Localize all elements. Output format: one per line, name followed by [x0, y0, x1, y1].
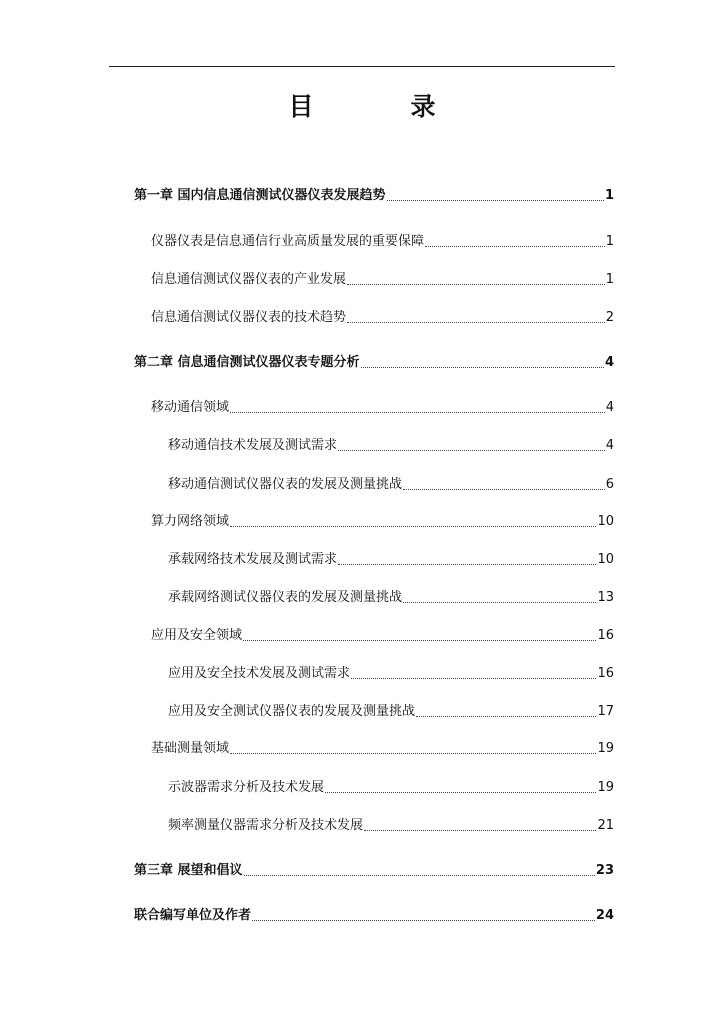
- toc-page-number: 13: [597, 590, 614, 605]
- page-title: 目 录: [288, 92, 472, 121]
- dot-leader: [230, 526, 596, 527]
- toc-entry-text: 移动通信技术发展及测试需求: [168, 438, 338, 453]
- toc-entry[interactable]: [134, 187, 614, 205]
- toc-page-number: 1: [604, 188, 614, 203]
- toc-page-number: 6: [605, 477, 614, 492]
- toc-page-number: 2: [605, 310, 614, 325]
- toc-page-number: 19: [597, 741, 614, 756]
- toc-entry-text: 应用及安全技术发展及测试需求: [168, 666, 351, 681]
- toc-entry-text: 承载网络测试仪器仪表的发展及测量挑战: [168, 590, 403, 605]
- toc-entry-text: 应用及安全领域: [151, 628, 243, 643]
- toc-entry[interactable]: [151, 271, 614, 289]
- toc-entry[interactable]: [168, 703, 614, 721]
- dot-leader: [325, 792, 596, 793]
- toc-page-number: 1: [605, 234, 614, 249]
- toc-page-number: 4: [605, 400, 614, 415]
- toc-entry[interactable]: [168, 551, 614, 569]
- dot-leader: [252, 920, 595, 921]
- toc-entry[interactable]: [168, 665, 614, 683]
- dot-leader: [361, 367, 604, 368]
- dot-leader: [338, 564, 596, 565]
- toc-entry[interactable]: [151, 309, 614, 327]
- dot-leader: [351, 678, 596, 679]
- toc-page-number: 19: [597, 780, 614, 795]
- toc-entry-text: 第二章 信息通信测试仪器仪表专题分析: [134, 355, 360, 370]
- toc-page-number: 17: [597, 704, 614, 719]
- toc-entry[interactable]: [168, 589, 614, 607]
- dot-leader: [425, 246, 605, 247]
- toc-entry[interactable]: [168, 476, 614, 494]
- toc-page-number: 10: [597, 552, 614, 567]
- dot-leader: [403, 489, 605, 490]
- toc-page-number: 21: [597, 818, 614, 833]
- toc-entry-text: 信息通信测试仪器仪表的技术趋势: [151, 310, 347, 325]
- toc-entry[interactable]: [151, 627, 614, 645]
- dot-leader: [338, 450, 605, 451]
- toc-entry[interactable]: [134, 354, 614, 372]
- toc-entry-text: 示波器需求分析及技术发展: [168, 780, 325, 795]
- toc-entry-text: 基础测量领域: [151, 741, 230, 756]
- toc-entry[interactable]: [151, 399, 614, 417]
- toc-entry-text: 联合编写单位及作者: [134, 908, 252, 923]
- toc-entry[interactable]: [134, 907, 614, 925]
- dot-leader: [403, 602, 596, 603]
- toc-entry[interactable]: [134, 862, 614, 880]
- toc-page-number: 24: [595, 908, 614, 923]
- toc-page-number: 23: [595, 863, 614, 878]
- toc-entry-text: 移动通信领域: [151, 400, 230, 415]
- toc-page-number: 16: [597, 666, 614, 681]
- toc-entry-text: 算力网络领域: [151, 514, 230, 529]
- toc-entry[interactable]: [151, 513, 614, 531]
- dot-leader: [347, 322, 605, 323]
- toc-page-number: 10: [597, 514, 614, 529]
- dot-leader: [416, 716, 596, 717]
- dot-leader: [347, 284, 605, 285]
- toc-entry[interactable]: [168, 817, 614, 835]
- toc-entry-text: 仪器仪表是信息通信行业高质量发展的重要保障: [151, 234, 425, 249]
- toc-entry-text: 移动通信测试仪器仪表的发展及测量挑战: [168, 477, 403, 492]
- toc-page-number: 1: [605, 272, 614, 287]
- toc-entry[interactable]: [151, 233, 614, 251]
- toc-entry[interactable]: [168, 779, 614, 797]
- toc-entry-text: 第三章 展望和倡议: [134, 863, 243, 878]
- toc-page-number: 16: [597, 628, 614, 643]
- dot-leader: [244, 875, 595, 876]
- toc-entry[interactable]: [168, 437, 614, 455]
- toc-page-number: 4: [605, 438, 614, 453]
- dot-leader: [387, 200, 604, 201]
- toc-entry-text: 信息通信测试仪器仪表的产业发展: [151, 272, 347, 287]
- dot-leader: [243, 640, 596, 641]
- dot-leader: [230, 753, 596, 754]
- dot-leader: [230, 412, 605, 413]
- toc-page-number: 4: [604, 355, 614, 370]
- toc-entry-text: 第一章 国内信息通信测试仪器仪表发展趋势: [134, 188, 386, 203]
- dot-leader: [364, 830, 596, 831]
- toc-entry-text: 应用及安全测试仪器仪表的发展及测量挑战: [168, 704, 416, 719]
- toc-entry[interactable]: [151, 740, 614, 758]
- toc-entry-text: 承载网络技术发展及测试需求: [168, 552, 338, 567]
- toc-entry-text: 频率测量仪器需求分析及技术发展: [168, 818, 364, 833]
